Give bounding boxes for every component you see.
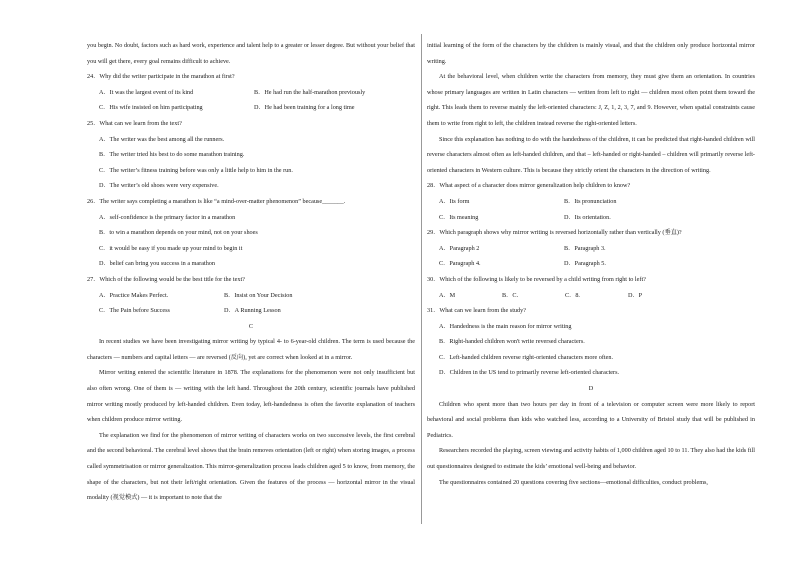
question-26-option-c: C．it would be easy if you made up your mind to begin it <box>99 244 243 252</box>
question-30-option-b: B．C． <box>502 291 523 299</box>
question-28-option-a: A．Its form <box>439 197 470 205</box>
question-27-option-b: B．Insist on Your Decision <box>224 291 293 299</box>
left-column <box>87 38 415 506</box>
passage-c-paragraph-5: Since this explanation has nothing to do with the handedness of the children, it can be predicted that right-handed children will reverse characters almost often as left-handed children, and that – left-handed or right-handed – children will primarily reverse left-oriented characters in Western culture. This is because they strictly orient the characters in the direction of writing. <box>427 135 755 174</box>
question-29-option-d: D．Paragraph 5. <box>564 260 606 268</box>
question-29-stem: 29．Which paragraph shows why mirror writing is reversed horizontally rather than vertically (垂直)? <box>427 229 682 237</box>
question-24-options-row1 <box>87 85 415 101</box>
question-27-options-row1 <box>87 288 415 304</box>
question-29-option-c: C．Paragraph 4. <box>439 260 481 268</box>
question-25-stem: 25．What can we learn from the text? <box>87 119 182 127</box>
question-24-option-b: B．He had run the half-marathon previously <box>254 88 366 96</box>
question-27-option-c: C．The Pain before Success <box>99 307 170 315</box>
question-27-option-a: A．Practice Makes Perfect. <box>99 291 169 299</box>
question-30-option-d: D．P <box>628 291 643 299</box>
question-28-options-row1 <box>427 194 755 210</box>
question-25-option-c: C．The writer’s fitness training before was only a little help to him in the run. <box>99 166 293 174</box>
question-28-options-row2 <box>427 210 755 226</box>
passage-c-paragraph-3: The explanation we find for the phenomenon of mirror writing of characters works on two successive levels, the first cerebral and the second behavioral. The cerebral level shows that the brain removes orientation (left or right) when storing images, a process called symmetrisation or mirror generalization. This mirror-generalization process leads children aged 5 to know, from memory, the shape of the characters, but not their left/right orientation. Given the features of the process — horizontal mirror in the visual modality (视觉模式) — it is important to note that the <box>87 431 415 502</box>
passage-d-paragraph-3: The questionnaires contained 20 questions covering five sections—emotional difficulties, conduct problems, <box>439 478 708 486</box>
question-30-option-a: A．M <box>439 291 456 299</box>
question-24-stem: 24．Why did the writer participate in the marathon at first? <box>87 73 235 81</box>
right-column <box>427 38 755 490</box>
question-27-option-d: D．A Running Lesson <box>224 307 281 315</box>
question-25-option-a: A．The writer was the best among all the runners. <box>99 135 225 143</box>
question-26-option-a: A．self-confidence is the primary factor in a marathon <box>99 213 236 221</box>
question-31-option-b: B．Right-handed children won't write reversed characters. <box>439 338 585 346</box>
question-30-options <box>427 288 755 304</box>
question-31-option-a: A．Handedness is the main reason for mirror writing <box>439 322 572 330</box>
passage-intro: you begin. No doubt, factors such as hard work, experience and talent help to a greater or lesser degree. But without your belief that you will get there, every goal remains difficult to achieve. <box>87 42 415 65</box>
passage-c-paragraph-4: At the behavioral level, when children write the characters from memory, they must give them an orientation. In countries whose primary languages are written in Latin characters — written from left to right — children most often point them toward the right. This leads them to reverse mainly the left-oriented characters: J, Z, 1, 2, 3, 7, and 9. However, when spatial constraints cause them to write from right to left, the children instead reverse the right-oriented letters. <box>427 73 755 127</box>
question-28-option-c: C．Its meaning <box>439 213 479 221</box>
passage-d-paragraph-1: Children who spent more than two hours per day in front of a television or computer screen were more likely to report behavioral and social problems than kids who watched less, according to a University of Bristol study that will be published in Pediatrics. <box>427 400 755 439</box>
column-divider <box>421 34 422 524</box>
question-24-option-a: A．It was the largest event of its kind <box>99 88 194 96</box>
question-26-option-b: B．to win a marathon depends on your mind, not on your shoes <box>99 229 258 237</box>
passage-c-paragraph-1: In recent studies we have been investigating mirror writing by typical 4- to 6-year-old children. The term is used because the characters — numbers and capital letters — are reversed (反向), yet are correct when looked at in a mirror. <box>87 338 415 361</box>
question-28-stem: 28．What aspect of a character does mirror generalization help children to know? <box>427 182 631 190</box>
question-25-option-b: B．The writer tried his best to do some marathon training. <box>99 151 245 159</box>
question-24-option-d: D．He had been training for a long time <box>254 104 355 112</box>
section-c-heading: C <box>248 322 254 330</box>
question-29-option-b: B．Paragraph 3. <box>564 244 606 252</box>
passage-d-paragraph-2: Researchers recorded the playing, screen viewing and activity habits of 1,000 children aged 10 to 11. They also had the kids fill out questionnaires designed to estimate the kids’ emotional well-being and behavior. <box>427 447 755 471</box>
question-24-option-c: C．His wife insisted on him participating <box>99 104 203 112</box>
question-27-stem: 27．Which of the following would be the best title for the text? <box>87 275 245 283</box>
question-26-stem: 26．The writer says completing a marathon is like “a mind-over-matter phenomenon” because_______. <box>87 197 346 205</box>
question-24-options-row2 <box>87 100 415 116</box>
question-30-option-c: C．8. <box>565 291 580 299</box>
question-28-option-b: B．Its pronunciation <box>564 197 617 205</box>
question-29-option-a: A．Paragraph 2 <box>439 244 480 252</box>
question-31-option-c: C．Left-handed children reverse right-oriented characters more often. <box>439 353 614 361</box>
question-29-options-row2 <box>427 256 755 272</box>
question-30-stem: 30．Which of the following is likely to be reversed by a child writing from right to left? <box>427 275 646 283</box>
question-27-options-row2 <box>87 303 415 319</box>
section-d-heading: D <box>588 385 594 393</box>
question-29-options-row1 <box>427 241 755 257</box>
question-31-option-d: D．Children in the US tend to primarily reverse left-oriented characters. <box>439 369 620 377</box>
passage-c-paragraph-2: Mirror writing entered the scientific literature in 1878. The explanations for the phenomenon were not only insufficient but also often wrong. One of them is — writing with the left hand. Throughout the 20th century, scientific journals have published mirror writing mostly produced by left-handed children. Even today, left-handedness is often the favorite explanation of teachers when children produce mirror writing. <box>87 369 415 424</box>
question-31-stem: 31．What can we learn from the study? <box>427 307 526 315</box>
passage-c-paragraph-3-continued: initial learning of the form of the characters by the children is mainly visual, and that the children only produce horizontal mirror writing. <box>427 42 755 65</box>
question-28-option-d: D．Its orientation. <box>564 213 611 221</box>
question-26-option-d: D．belief can bring you success in a marathon <box>99 260 215 268</box>
question-25-option-d: D．The writer’s old shoes were very expensive. <box>99 182 219 190</box>
